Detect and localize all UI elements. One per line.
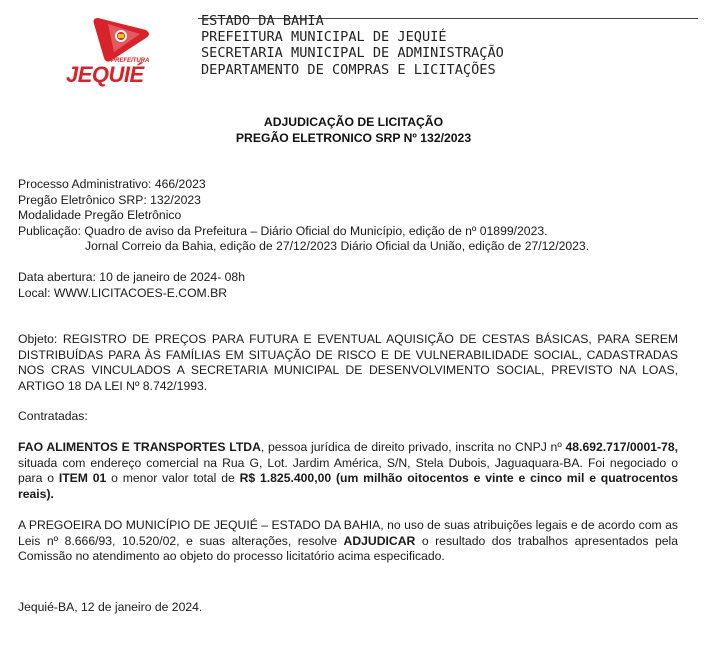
local-abertura: Local: WWW.LICITACOES-E.COM.BR: [18, 285, 228, 300]
prefeitura-logo: [64, 14, 164, 87]
adjudicacao-text-1: A PREGOEIRA DO MUNICÍPIO DE JEQUIÉ – ESTADO DA BAHIA, no uso de suas atribuições legais e de acordo com as Leis nº 8.666/93, 10.520/02, e suas alterações, resolve: [18, 518, 678, 548]
title-line-2: PREGÃO ELETRONICO SRP Nº 132/2023: [235, 131, 472, 145]
header-line-prefeitura: PREFEITURA MUNICIPAL DE JEQUIÉ: [201, 29, 447, 46]
contratadas-label: Contratadas:: [18, 409, 88, 423]
header-line-state: ESTADO DA BAHIA: [201, 13, 324, 29]
adjudicar-keyword: ADJUDICAR: [343, 533, 416, 548]
modalidade: Modalidade Pregão Eletrônico: [18, 208, 182, 222]
document-title: [0, 114, 707, 146]
opening-info: [18, 270, 678, 301]
institution-header: [201, 13, 504, 78]
processo-administrativo: Processo Administrativo: 466/2023: [18, 177, 206, 191]
adjudicacao-paragraph: [18, 518, 678, 565]
pregao-eletronico: Pregão Eletrônico SRP: 132/2023: [18, 192, 201, 207]
logo-caption: PREFEITURA: [111, 58, 150, 64]
title-line-1: ADJUDICAÇÃO DE LICITAÇÃO: [263, 115, 444, 129]
contratada-text-1: , pessoa jurídica de direito privado, inscrita no CNPJ nº: [260, 440, 566, 454]
total-value: R$ 1.825.400,00 (um milhão oitocentos e vinte e cinco mil e quatrocentos reais).: [18, 471, 678, 501]
header-line-departamento: DEPARTAMENTO DE COMPRAS E LICITAÇÕES: [201, 61, 496, 78]
adjudicacao-text-2: o resultado dos trabalhos apresentados pela Comissão no atendimento ao objeto do processo licitatório acima especificado.: [18, 533, 678, 563]
header-line-secretaria: SECRETARIA MUNICIPAL DE ADMINISTRAÇÃO: [201, 45, 504, 62]
cnpj-number: 48.692.717/0001-78,: [565, 440, 678, 454]
publicacao: Publicação: Quadro de aviso da Prefeitura – Diário Oficial do Município, edição de nº 01899/2023.: [18, 223, 548, 238]
company-name: FAO ALIMENTOS E TRANSPORTES LTDA: [18, 440, 261, 454]
contratada-text-3: o menor valor total de: [106, 471, 240, 485]
contratada-paragraph: [18, 440, 678, 502]
logo-name: JEQUIÉ: [66, 62, 144, 87]
publicacao-continuation: Jornal Correio da Bahia, edição de 27/12/2023 Diário Oficial da União, edição de 27/12/2023.: [85, 239, 590, 253]
contratada-text-2: situada com endereço comercial na Rua G, Lot. Jardim América, S/N, Stela Dubois, Jaguaquara-BA. Foi negociado o para o: [18, 455, 678, 485]
item-number: ITEM 01: [58, 471, 107, 485]
data-abertura: Data abertura: 10 de janeiro de 2024- 08h: [18, 270, 245, 284]
process-info: [18, 177, 678, 255]
objeto-paragraph: Objeto: REGISTRO DE PREÇOS PARA FUTURA E EVENTUAL AQUISIÇÃO DE CESTAS BÁSICAS, PARA SEREM DISTRIBUÍDAS PARA ÀS FAMÍLIAS EM SITUAÇÃO DE RISCO E DE VULNERABILIDADE SOCIAL, CADASTRADAS NOS CRAS VINCULADOS A SECRETARIA MUNICIPAL DE DESENVOLVIMENTO SOCIAL, PREVISTO NA LOAS, ARTIGO 18 DA LEI Nº 8.742/1993.: [18, 332, 678, 393]
date-place: Jequié-BA, 12 de janeiro de 2024.: [18, 600, 203, 614]
